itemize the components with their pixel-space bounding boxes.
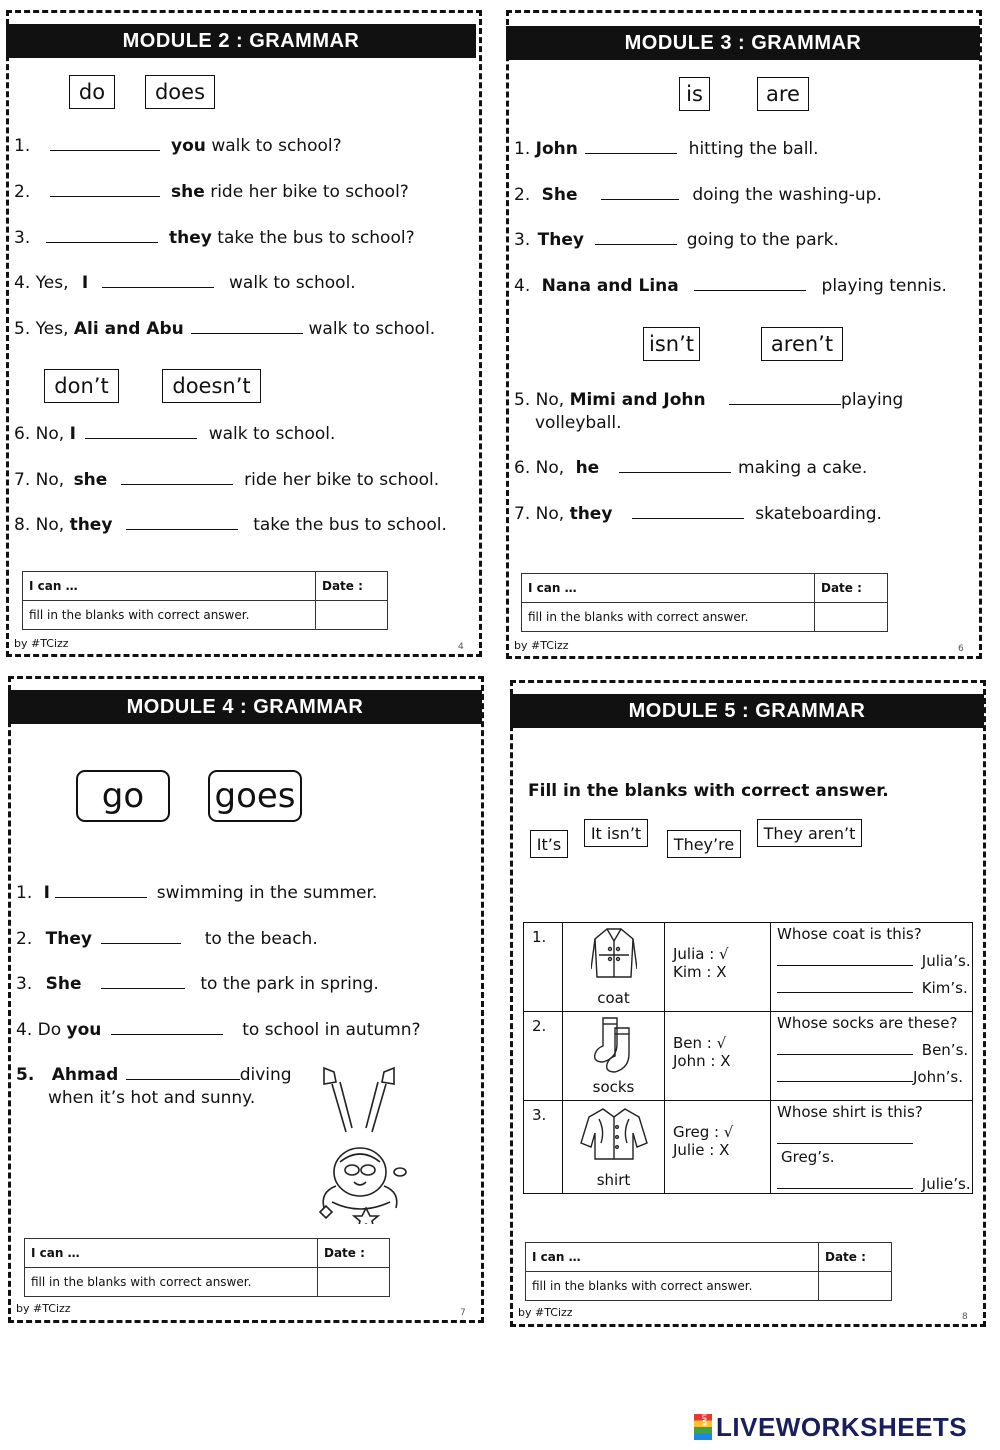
m4-question-4 <box>16 1020 421 1040</box>
m2-q3-num: 3. <box>14 228 31 248</box>
m5-row1-question: Whose coat is this? <box>777 925 922 943</box>
m3-question-4 <box>514 276 947 296</box>
m4-question-3 <box>16 974 379 994</box>
m3-q3-subject: They <box>537 230 584 250</box>
m3-q6-text: making a cake. <box>738 458 868 478</box>
m5-row1-item: coat <box>597 989 630 1007</box>
m2-q7-text: ride her bike to school. <box>244 470 440 490</box>
m2-question-5 <box>14 319 435 339</box>
m4-ican-task: fill in the blanks with correct answer. <box>25 1268 318 1297</box>
m5-row2-owner-no: John : X <box>673 1052 731 1070</box>
m2-ican-table <box>22 571 388 630</box>
m4-question-2 <box>16 929 318 949</box>
m5-row3-owners <box>665 1101 771 1194</box>
m2-question-8 <box>14 515 447 535</box>
m4-q4-blank[interactable] <box>111 1020 223 1035</box>
word-box-goes: goes <box>208 770 302 822</box>
liveworksheets-logo[interactable] <box>694 1410 994 1444</box>
m2-q6-pre: 6. No, <box>14 424 65 444</box>
word-box-do: do <box>69 75 115 109</box>
m3-ican-task: fill in the blanks with correct answer. <box>522 603 815 632</box>
m2-question-4 <box>14 273 356 293</box>
m4-question-1 <box>16 883 377 903</box>
m3-q4-pre: 4. <box>514 276 531 296</box>
m2-q1-subject: you <box>171 136 206 156</box>
m2-q8-subject: they <box>69 515 113 535</box>
m4-q2-subject: They <box>45 929 92 949</box>
m5-row2-answer2 <box>777 1067 972 1086</box>
m4-q1-pre: 1. <box>16 883 33 903</box>
m2-q4-text: walk to school. <box>229 273 356 293</box>
m4-ican-label: I can … <box>25 1239 318 1268</box>
m2-page-number: 4 <box>458 642 464 652</box>
m5-row1-answer2 <box>777 978 972 997</box>
m2-q7-blank[interactable] <box>121 470 233 485</box>
m3-credit: by #TCizz <box>514 639 569 652</box>
m4-q5-text: diving <box>239 1065 292 1085</box>
m5-row1-image <box>563 923 665 1012</box>
m4-date-label: Date : <box>318 1239 390 1268</box>
module-5-title: MODULE 5 : GRAMMAR <box>510 694 984 728</box>
m5-row2-item: socks <box>592 1078 635 1096</box>
m3-q6-pre: 6. No, <box>514 458 565 478</box>
m5-row2-image <box>563 1012 665 1101</box>
m3-date-field[interactable] <box>815 603 888 632</box>
coat-icon <box>591 925 637 983</box>
m3-q3-pre: 3. <box>514 230 531 250</box>
m4-q3-subject: She <box>45 974 82 994</box>
m4-q2-blank[interactable] <box>101 929 181 944</box>
m3-q1-subject: John <box>535 139 578 159</box>
m3-q2-text: doing the washing-up. <box>692 185 882 205</box>
m2-q5-subject: Ali and Abu <box>73 319 184 339</box>
m5-ican-label: I can … <box>526 1243 819 1272</box>
m5-row3-answer2 <box>777 1174 972 1193</box>
m4-q2-text: to the beach. <box>204 929 318 949</box>
m5-row2-question: Whose socks are these? <box>777 1014 958 1032</box>
m2-q5-blank[interactable] <box>191 319 303 334</box>
m5-row2-num: 2. <box>524 1012 563 1101</box>
module-3-title: MODULE 3 : GRAMMAR <box>506 26 980 60</box>
m2-q7-subject: she <box>73 470 108 490</box>
m2-q4-blank[interactable] <box>102 273 214 288</box>
m5-row1-blank2[interactable] <box>777 978 913 993</box>
word-box-they-arent: They aren’t <box>757 819 862 847</box>
m5-row2-owners <box>665 1012 771 1101</box>
module-3-worksheet <box>506 10 982 659</box>
m2-q3-blank[interactable] <box>46 228 158 243</box>
m3-q5-subject: Mimi and John <box>569 390 706 410</box>
m5-row2-answer1 <box>777 1040 972 1059</box>
m4-date-field[interactable] <box>318 1268 390 1297</box>
m3-q5-blank[interactable] <box>729 390 841 405</box>
m3-q1-pre: 1. <box>514 139 531 159</box>
m4-q4-subject: you <box>66 1020 102 1040</box>
m2-date-label: Date : <box>316 572 388 601</box>
m4-question-5 <box>16 1065 292 1085</box>
m3-question-5 <box>514 390 903 410</box>
m5-row3-answer1 <box>777 1129 972 1166</box>
m5-date-label: Date : <box>819 1243 892 1272</box>
m3-q4-blank[interactable] <box>694 276 806 291</box>
live-badge-icon <box>694 1414 712 1440</box>
m3-question-3 <box>514 230 839 250</box>
m4-q1-subject: I <box>43 883 50 903</box>
m3-ican-table <box>521 573 888 632</box>
m2-q1-num: 1. <box>14 136 31 156</box>
m4-q3-text: to the park in spring. <box>200 974 379 994</box>
m3-page-number: 6 <box>958 644 964 654</box>
m3-question-5-cont: volleyball. <box>535 413 622 433</box>
m3-q5-pre: 5. No, <box>514 390 565 410</box>
m3-q7-text: skateboarding. <box>755 504 882 524</box>
m2-question-3 <box>14 228 415 248</box>
diver-illustration <box>306 1062 418 1224</box>
word-box-it-isnt: It isn’t <box>584 819 648 847</box>
m5-row2-owner1: Ben’s. <box>921 1041 969 1059</box>
m4-q2-pre: 2. <box>16 929 33 949</box>
m5-row1-owner-no: Kim : X <box>673 963 727 981</box>
word-box-theyre: They’re <box>667 830 741 858</box>
m2-q4-pre: 4. Yes, <box>14 273 69 293</box>
m5-row3-answers <box>771 1101 973 1194</box>
m2-q3-text: take the bus to school? <box>217 228 415 248</box>
m2-q6-blank[interactable] <box>85 424 197 439</box>
shirt-icon <box>579 1105 649 1163</box>
m5-row3-owner-no: Julie : X <box>673 1141 730 1159</box>
m5-row1-owner2: Kim’s. <box>921 979 968 997</box>
word-box-are: are <box>757 77 809 111</box>
m2-ican-label: I can … <box>23 572 316 601</box>
m2-ican-task: fill in the blanks with correct answer. <box>23 601 316 630</box>
m4-q3-blank[interactable] <box>101 974 185 989</box>
m3-q7-blank[interactable] <box>632 504 744 519</box>
m3-q6-blank[interactable] <box>619 458 731 473</box>
m2-question-1 <box>14 136 342 156</box>
m3-q2-pre: 2. <box>514 185 531 205</box>
m5-row2-blank2[interactable] <box>777 1067 913 1082</box>
m2-q5-pre: 5. Yes, <box>14 319 69 339</box>
m5-row3-blank1[interactable] <box>777 1129 913 1144</box>
m2-date-field[interactable] <box>316 601 388 630</box>
m5-row3-owner2: Julie’s. <box>921 1175 971 1193</box>
word-box-dont: don’t <box>44 369 119 403</box>
m4-q4-pre: 4. Do <box>16 1020 62 1040</box>
m5-row1-answers <box>771 923 973 1012</box>
module-4-title: MODULE 4 : GRAMMAR <box>8 690 482 724</box>
m5-row2-owner2: John’s. <box>913 1068 963 1086</box>
m4-ican-table <box>24 1238 390 1297</box>
socks-icon <box>591 1016 637 1074</box>
m3-question-1 <box>514 139 819 159</box>
m3-question-7 <box>514 504 882 524</box>
m5-row2-answers <box>771 1012 973 1101</box>
m5-row1-num: 1. <box>524 923 563 1012</box>
m3-q4-subject: Nana and Lina <box>541 276 679 296</box>
m3-question-2 <box>514 185 882 205</box>
m5-page-number: 8 <box>962 1312 968 1322</box>
m4-q1-blank[interactable] <box>55 883 147 898</box>
m2-question-2 <box>14 182 409 202</box>
m3-ican-label: I can … <box>522 574 815 603</box>
m2-question-7 <box>14 470 439 490</box>
word-box-arent: aren’t <box>761 327 843 361</box>
m4-page-number: 7 <box>460 1308 466 1318</box>
m5-row1-owners <box>665 923 771 1012</box>
m5-row3-item: shirt <box>596 1171 631 1189</box>
m5-ican-task: fill in the blanks with correct answer. <box>526 1272 819 1301</box>
m3-q1-blank[interactable] <box>585 139 677 154</box>
m2-q1-text: walk to school? <box>211 136 342 156</box>
m4-q5-blank[interactable] <box>126 1065 240 1080</box>
m2-q2-blank[interactable] <box>50 182 160 197</box>
m5-row1-owner-yes: Julia : √ <box>673 945 729 963</box>
word-box-its: It’s <box>530 830 568 858</box>
m5-row1-blank1[interactable] <box>777 951 913 966</box>
m5-credit: by #TCizz <box>518 1306 573 1319</box>
m2-q2-text: ride her bike to school? <box>210 182 409 202</box>
m4-q5-subject: Ahmad <box>51 1065 119 1085</box>
m4-q1-text: swimming in the summer. <box>156 883 378 903</box>
m2-q5-text: walk to school. <box>308 319 436 339</box>
m2-q7-pre: 7. No, <box>14 470 65 490</box>
live-badge-text: LIVE <box>700 1414 707 1427</box>
m4-q4-text: to school in autumn? <box>242 1020 421 1040</box>
m4-q3-pre: 3. <box>16 974 33 994</box>
m3-q2-blank[interactable] <box>601 185 679 200</box>
module-2-title: MODULE 2 : GRAMMAR <box>6 24 476 58</box>
m3-q7-pre: 7. No, <box>514 504 565 524</box>
m3-date-label: Date : <box>815 574 888 603</box>
m5-row3-question: Whose shirt is this? <box>777 1103 923 1121</box>
m2-q6-subject: I <box>69 424 76 444</box>
m2-q3-subject: they <box>169 228 212 248</box>
word-box-does: does <box>145 75 215 109</box>
m2-question-6 <box>14 424 335 444</box>
m3-q6-subject: he <box>575 458 600 478</box>
m3-q3-text: going to the park. <box>686 230 839 250</box>
m3-q2-subject: She <box>541 185 578 205</box>
word-box-is: is <box>679 77 710 111</box>
word-box-doesnt: doesn’t <box>162 369 261 403</box>
m5-row1-answer1 <box>777 951 972 970</box>
m2-q2-num: 2. <box>14 182 31 202</box>
m2-q8-text: take the bus to school. <box>253 515 447 535</box>
m3-q7-subject: they <box>569 504 613 524</box>
m2-q2-subject: she <box>171 182 205 202</box>
word-box-go: go <box>76 770 170 822</box>
m5-row2-blank1[interactable] <box>777 1040 913 1055</box>
m2-q8-blank[interactable] <box>126 515 238 530</box>
m5-row3-blank2[interactable] <box>777 1174 913 1189</box>
m5-instruction: Fill in the blanks with correct answer. <box>528 781 889 801</box>
m5-row3-num: 3. <box>524 1101 563 1194</box>
m4-question-5-cont: when it’s hot and sunny. <box>48 1088 256 1108</box>
liveworksheets-wordmark: LIVEWORKSHEETS <box>716 1412 968 1442</box>
m3-question-6 <box>514 458 867 478</box>
m4-q5-pre: 5. <box>16 1065 35 1085</box>
m5-row3-image <box>563 1101 665 1194</box>
m2-q1-blank[interactable] <box>50 136 160 151</box>
m4-credit: by #TCizz <box>16 1302 71 1315</box>
m5-row1-owner1: Julia’s. <box>921 952 971 970</box>
m3-q1-text: hitting the ball. <box>688 139 819 159</box>
m2-q8-pre: 8. No, <box>14 515 65 535</box>
m3-q3-blank[interactable] <box>595 230 677 245</box>
m5-row3-owner1: Greg’s. <box>781 1148 835 1166</box>
m5-date-field[interactable] <box>819 1272 892 1301</box>
m2-q6-text: walk to school. <box>208 424 336 444</box>
m5-row3-owner-yes: Greg : √ <box>673 1123 734 1141</box>
m3-q4-text: playing tennis. <box>821 276 947 296</box>
m5-row2-owner-yes: Ben : √ <box>673 1034 727 1052</box>
m5-ownership-table <box>523 922 973 1194</box>
m2-credit: by #TCizz <box>14 637 69 650</box>
m2-q4-subject: I <box>81 273 89 293</box>
word-box-isnt: isn’t <box>643 327 700 361</box>
m5-ican-table <box>525 1242 892 1301</box>
m3-q5-text: playing <box>841 390 904 410</box>
